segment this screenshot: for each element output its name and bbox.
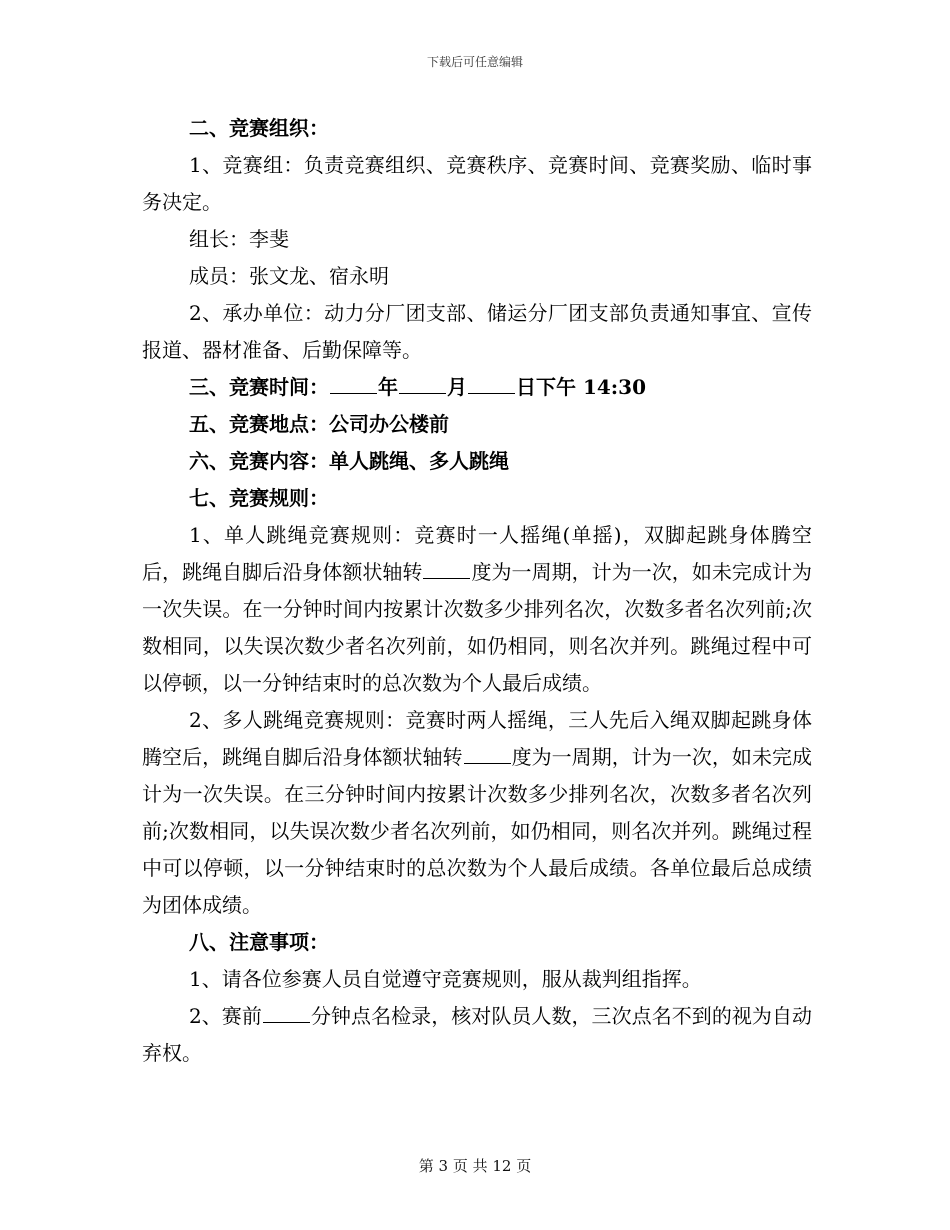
page-header-note: 下载后可任意编辑 (426, 55, 523, 69)
paragraph-group-leader: 组长：李斐 (189, 227, 289, 251)
section-heading-location: 五、竞赛地点：公司办公楼前 (189, 412, 449, 436)
blank-note2-minutes (263, 1021, 310, 1023)
rule2-part1: 2、多人跳绳竞赛规则：竞赛时两人摇绳，三人先后入绳双脚起跳身体腾空后，跳绳自脚后沿身体额状轴转 (142, 708, 812, 769)
time-suffix: 日下午 14:30 (516, 375, 647, 399)
time-month: 月 (447, 375, 467, 399)
note2-part2: 分钟点名检录，核对队员人数，三次点名不到的视为自动弃权。 (142, 1004, 812, 1065)
document-body (142, 110, 812, 1072)
blank-rule2-degree (464, 762, 511, 764)
section-heading-time (142, 369, 812, 406)
page-footer-number: 第 3 页 共 12 页 (418, 1157, 532, 1175)
note2-part1: 2、赛前 (189, 1004, 262, 1028)
paragraph-note-1: 1、请各位参赛人员自觉遵守竞赛规则，服从裁判组指挥。 (189, 967, 702, 991)
paragraph-single-rope-rules (142, 517, 812, 702)
time-year: 年 (378, 375, 398, 399)
paragraph-note-2 (142, 998, 812, 1072)
blank-month (399, 392, 446, 394)
paragraph-multi-rope-rules (142, 702, 812, 924)
paragraph-group-members: 成员：张文龙、宿永明 (189, 264, 389, 288)
section-heading-content: 六、竞赛内容：单人跳绳、多人跳绳 (189, 449, 509, 473)
rule1-part2: 度为一周期，计为一次，如未完成计为一次失误。在一分钟时间内按累计次数多少排列名次，次数多者名次列前;次数相同，以失误次数少者名次列前，如仍相同，则名次并列。跳绳过程中可以停顿，以一分钟结束时的总次数为个人最后成绩。 (142, 560, 813, 695)
rule1-part1: 1、单人跳绳竞赛规则：竞赛时一人摇绳(单摇)，双脚起跳身体腾空后，跳绳自脚后沿身体额状轴转 (142, 523, 812, 584)
section-heading-organization: 二、竞赛组织： (189, 116, 329, 140)
blank-day (468, 392, 515, 394)
paragraph-competition-group: 1、竞赛组：负责竞赛组织、竞赛秩序、竞赛时间、竞赛奖励、临时事务决定。 (142, 153, 812, 214)
time-prefix: 三、竞赛时间： (189, 375, 329, 399)
blank-rule1-degree (423, 577, 470, 579)
rule2-part2: 度为一周期，计为一次，如未完成计为一次失误。在三分钟时间内按累计次数多少排列名次，次数多者名次列前;次数相同，以失误次数少者名次列前，如仍相同，则名次并列。跳绳过程中可以停顿，以一分钟结束时的总次数为个人最后成绩。各单位最后总成绩为团体成绩。 (142, 745, 813, 917)
paragraph-host-units: 2、承办单位：动力分厂团支部、储运分厂团支部负责通知事宜、宣传报道、器材准备、后勤保障等。 (142, 301, 812, 362)
section-heading-notes: 八、注意事项： (189, 930, 329, 954)
section-heading-rules: 七、竞赛规则： (189, 486, 329, 510)
blank-year (330, 392, 377, 394)
